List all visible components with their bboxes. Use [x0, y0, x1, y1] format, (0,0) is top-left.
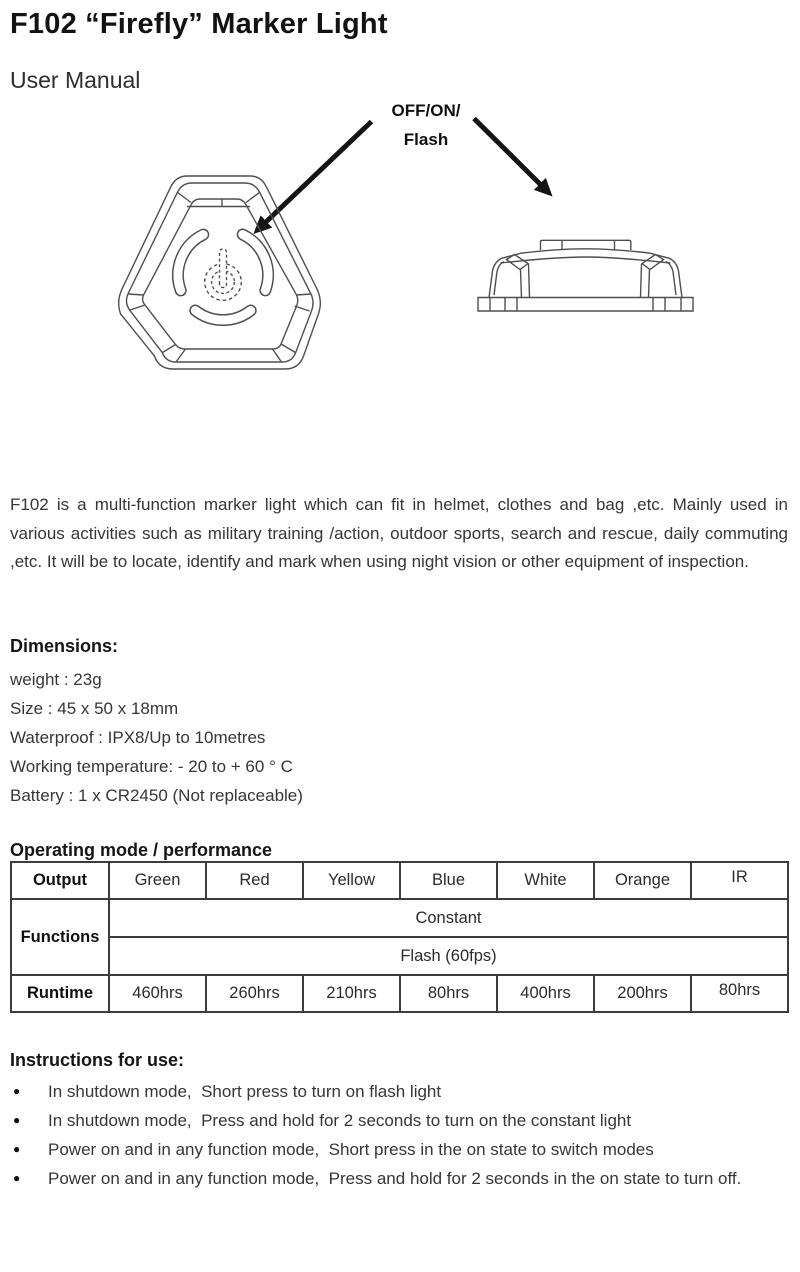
side-view-drawing	[478, 240, 693, 311]
output-header-cell: Output	[11, 862, 109, 899]
spec-battery: Battery : 1 x CR2450 (Not replaceable)	[10, 786, 303, 805]
output-green-cell: Green	[109, 862, 206, 899]
bullet-icon: ●	[13, 1171, 21, 1185]
page-subtitle: User Manual	[10, 67, 141, 93]
instruction-text: In shutdown mode, Press and hold for 2 seconds to turn on the constant light	[48, 1111, 632, 1130]
list-item	[10, 1077, 788, 1106]
instructions-section	[10, 1048, 788, 1193]
runtime-red-cell: 260hrs	[206, 975, 303, 1012]
output-orange-cell: Orange	[594, 862, 691, 899]
list-item	[10, 1135, 788, 1164]
list-item	[10, 1106, 788, 1135]
dimensions-section	[10, 634, 303, 810]
table-row	[11, 937, 788, 975]
instruction-text: In shutdown mode, Short press to turn on flash light	[48, 1082, 442, 1101]
functions-header-cell: Functions	[11, 899, 109, 975]
output-blue-cell: Blue	[400, 862, 497, 899]
spec-working-temperature: Working temperature: - 20 to + 60 ° C	[10, 757, 293, 776]
product-description: F102 is a multi-function marker light which can fit in helmet, clothes and bag ,etc. Mainly used in various activities such as military training /action, outdoor sports, search and rescue, daily commuting ,etc. It will be to locate, identify and mark when using night vision or other equipment of inspection.	[10, 495, 788, 572]
function-flash-cell: Flash (60fps)	[109, 937, 788, 975]
callout-arrow-right	[474, 119, 549, 194]
bullet-icon: ●	[13, 1084, 21, 1098]
runtime-green-cell: 460hrs	[109, 975, 206, 1012]
table-row	[11, 975, 788, 1012]
performance-table	[10, 861, 789, 1013]
runtime-blue-cell: 80hrs	[400, 975, 497, 1012]
bullet-icon: ●	[13, 1113, 21, 1127]
list-item	[10, 1164, 788, 1193]
callout-line1: OFF/ON/	[391, 101, 461, 120]
runtime-yellow-cell: 210hrs	[303, 975, 400, 1012]
runtime-orange-cell: 200hrs	[594, 975, 691, 1012]
spec-weight: weight : 23g	[10, 670, 102, 689]
performance-heading: Operating mode / performance	[10, 840, 273, 860]
bullet-icon: ●	[13, 1142, 21, 1156]
output-red-cell: Red	[206, 862, 303, 899]
callout-arrow-left	[257, 122, 372, 231]
output-yellow-cell: Yellow	[303, 862, 400, 899]
button-callout-label	[381, 96, 471, 154]
runtime-header-cell: Runtime	[11, 975, 109, 1012]
front-view-drawing	[119, 176, 321, 369]
table-row	[11, 899, 788, 937]
output-white-cell: White	[497, 862, 594, 899]
spec-size: Size : 45 x 50 x 18mm	[10, 699, 179, 718]
page-title: F102 “Firefly” Marker Light	[10, 8, 388, 40]
function-constant-cell: Constant	[109, 899, 788, 937]
instruction-text: Power on and in any function mode, Press and hold for 2 seconds in the on state to turn off.	[48, 1169, 742, 1188]
table-row	[11, 862, 788, 899]
dimensions-heading: Dimensions:	[10, 636, 119, 656]
product-figure	[0, 95, 800, 395]
spec-waterproof: Waterproof : IPX8/Up to 10metres	[10, 728, 266, 747]
instruction-text: Power on and in any function mode, Short press in the on state to switch modes	[48, 1140, 654, 1159]
instructions-heading: Instructions for use:	[10, 1050, 185, 1070]
power-icon	[205, 249, 242, 300]
runtime-white-cell: 400hrs	[497, 975, 594, 1012]
runtime-ir-cell: 80hrs	[691, 975, 788, 1012]
callout-line2: Flash	[403, 130, 449, 149]
output-ir-cell: IR	[691, 862, 788, 899]
